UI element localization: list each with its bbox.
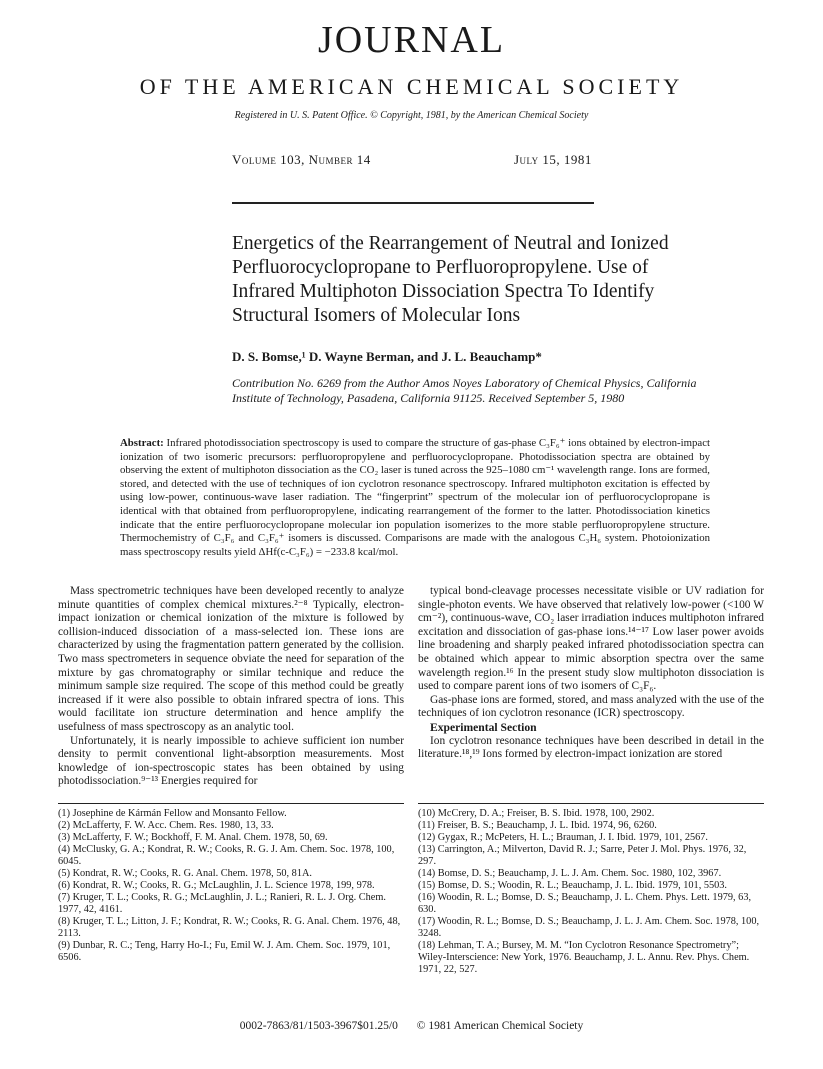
title-line: Infrared Multiphoton Dissociation Spectra To Identify <box>232 281 655 302</box>
footnotes-right <box>418 808 764 976</box>
footnote: (14) Bomse, D. S.; Beauchamp, J. L. J. Am. Chem. Soc. 1980, 102, 3967. <box>418 868 722 879</box>
body-paragraph: Mass spectrometric techniques have been developed recently to analyze minute quantities of complex chemical mixtures.²⁻⁸ Typically, electron-impact ionization or chemical ionization of the mixture is followed by collision-induced dissociation of a mass-selected ion. These ions are characterized by using the fragmentation pattern generated by the collision. Two mass spectrometers in sequence obviate the need for separation of the mixture by gas chromatography or similar technique and reduce the minimum sample size required. The scope of this method could be greatly increased if it were also possible to obtain infrared spectra of ions. This would facilitate ion structure determination and hence amplify the usefulness of mass spectroscopy as an analytic tool. <box>58 585 404 733</box>
footnote: (3) McLafferty, F. W.; Bockhoff, F. M. Anal. Chem. 1978, 50, 69. <box>58 832 328 843</box>
footnote: (17) Woodin, R. L.; Bomse, D. S.; Beauchamp, J. L. J. Am. Chem. Soc. 1978, 100, 3248. <box>418 916 760 939</box>
title-line: Perfluorocyclopropane to Perfluoropropylene. Use of <box>232 257 649 278</box>
contribution-note <box>232 376 777 406</box>
journal-subtitle: OF THE AMERICAN CHEMICAL SOCIETY <box>139 74 684 99</box>
footnote: (12) Gygax, R.; McPeters, H. L.; Brauman, J. I. Ibid. 1979, 101, 2567. <box>418 832 708 843</box>
body-column-left <box>58 585 404 789</box>
title-line: Structural Isomers of Molecular Ions <box>232 305 521 326</box>
footnote: (10) McCrery, D. A.; Freiser, B. S. Ibid. 1978, 100, 2902. <box>418 808 655 819</box>
page-footer <box>0 1020 823 1032</box>
footnote: (11) Freiser, B. S.; Beauchamp, J. L. Ibid. 1974, 96, 6260. <box>418 820 657 831</box>
footnote: (16) Woodin, R. L.; Bomse, D. S.; Beauchamp, J. L. Chem. Phys. Lett. 1979, 63, 630. <box>418 892 752 915</box>
abstract <box>120 437 710 559</box>
footnote: (18) Lehman, T. A.; Bursey, M. M. “Ion Cyclotron Resonance Spectrometry”; Wiley-Interscience: New York, 1976. Beauchamp, J. L. Annu. Rev. Phys. Chem. 1971, 22, 527. <box>418 940 750 975</box>
title-line: Energetics of the Rearrangement of Neutral and Ionized <box>232 233 669 254</box>
author-list: D. S. Bomse,¹ D. Wayne Berman, and J. L. Beauchamp* <box>232 349 542 364</box>
article-title <box>232 232 752 328</box>
footnotes-left <box>58 808 404 964</box>
footer-copyright: © 1981 American Chemical Society <box>416 1020 584 1032</box>
footnote: (13) Carrington, A.; Milverton, David R. J.; Sarre, Peter J. Mol. Phys. 1976, 32, 297. <box>418 844 747 867</box>
header-divider <box>232 202 594 204</box>
abstract-text: Infrared photodissociation spectroscopy is used to compare the structure of gas-phase C₃F₆⁺ ions obtained by electron-impact ionization of two isomeric precursors: perfluoropropylene and perfluorocyclopropane. Photodissociation spectra are obtained by observing the extent of multiphoton dissociation as the CO₂ laser is tuned across the 925–1080 cm⁻¹ wavelength range. Ions are formed, stored, and detected with the use of techniques of ion cyclotron resonance spectroscopy. Infrared multiphoton excitation is effected by using low-power, continuous-wave laser radiation. The “fingerprint” spectrum of the molecular ion of perfluorocyclopropane is identical with that obtained from perfluoropropylene, indicating rearrangement of the former to the latter. Photodissociation kinetics indicate that the entire perfluorocyclopropane molecular ion population isomerizes to the more stable perfluoropropylene structure. Thermochemistry of C₃F₆ and C₃F₆⁺ isomers is discussed. Comparisons are made with the analogous C₃H₆ system. Photoionization mass spectroscopy results yield ΔHf(c-C₃F₆) = −233.8 kcal/mol. <box>120 437 710 558</box>
footnote: (9) Dunbar, R. C.; Teng, Harry Ho-I.; Fu, Emil W. J. Am. Chem. Soc. 1979, 101, 6506. <box>58 940 391 963</box>
footnote: (7) Kruger, T. L.; Cooks, R. G.; McLaughlin, J. L.; Ranieri, R. L. J. Org. Chem. 1977, 42, 4161. <box>58 892 386 915</box>
issue-date: July 15, 1981 <box>514 152 592 167</box>
body-column-right <box>418 585 764 762</box>
contribution-line: Institute of Technology, Pasadena, California 91125. Received September 5, 1980 <box>232 391 625 405</box>
body-paragraph: Unfortunately, it is nearly impossible to achieve sufficient ion number density to permit conventional light-absorption measurements. Most knowledge of ion-spectroscopic states has been obtained by using photodissociation.⁹⁻¹³ Energies required for <box>58 734 404 788</box>
journal-title: JOURNAL <box>317 19 506 61</box>
body-paragraph: typical bond-cleavage processes necessitate visible or UV radiation for single-photon events. We have observed that relatively low-power (<100 W cm⁻²), continuous-wave, CO₂ laser irradiation induces multiphoton infrared excitation and dissociation of gas-phase ions.¹⁴⁻¹⁷ Low laser power avoids line broadening and sharply peaked infrared photodissociation spectra can be obtained which appear to mimic absorption spectra over the same wavelength region.¹⁶ In the present study slow multiphoton dissociation is used to compare parent ions of two isomers of C₃F₆. <box>418 585 764 693</box>
footnote: (1) Josephine de Kármán Fellow and Monsanto Fellow. <box>58 808 287 819</box>
footnote-divider <box>418 803 764 804</box>
footnote: (15) Bomse, D. S.; Woodin, R. L.; Beauchamp, J. L. Ibid. 1979, 101, 5503. <box>418 880 728 891</box>
body-paragraph: Ion cyclotron resonance techniques have been described in detail in the literature.¹⁸,¹⁹ Ions formed by electron-impact ionization are stored <box>418 734 764 761</box>
section-heading: Experimental Section <box>430 720 537 734</box>
footnote: (5) Kondrat, R. W.; Cooks, R. G. Anal. Chem. 1978, 50, 81A. <box>58 868 312 879</box>
contribution-line: Contribution No. 6269 from the Author Amos Noyes Laboratory of Chemical Physics, California <box>232 376 697 390</box>
article-code: 0002-7863/81/1503-3967$01.25/0 <box>239 1020 398 1032</box>
volume-number: Volume 103, Number 14 <box>232 152 371 167</box>
footnote: (4) McClusky, G. A.; Kondrat, R. W.; Cooks, R. G. J. Am. Chem. Soc. 1978, 100, 6045. <box>58 844 395 867</box>
body-paragraph: Gas-phase ions are formed, stored, and mass analyzed with the use of the techniques of ion cyclotron resonance (ICR) spectroscopy. <box>418 693 764 720</box>
copyright-notice: Registered in U. S. Patent Office. © Copyright, 1981, by the American Chemical Society <box>234 110 589 121</box>
footnote: (2) McLafferty, F. W. Acc. Chem. Res. 1980, 13, 33. <box>58 820 274 831</box>
footnote-divider <box>58 803 404 804</box>
footnote: (6) Kondrat, R. W.; Cooks, R. G.; McLaughlin, J. L. Science 1978, 199, 978. <box>58 880 375 891</box>
footnote: (8) Kruger, T. L.; Litton, J. F.; Kondrat, R. W.; Cooks, R. G. Anal. Chem. 1976, 48, 2113. <box>58 916 401 939</box>
abstract-label: Abstract: <box>120 437 164 449</box>
